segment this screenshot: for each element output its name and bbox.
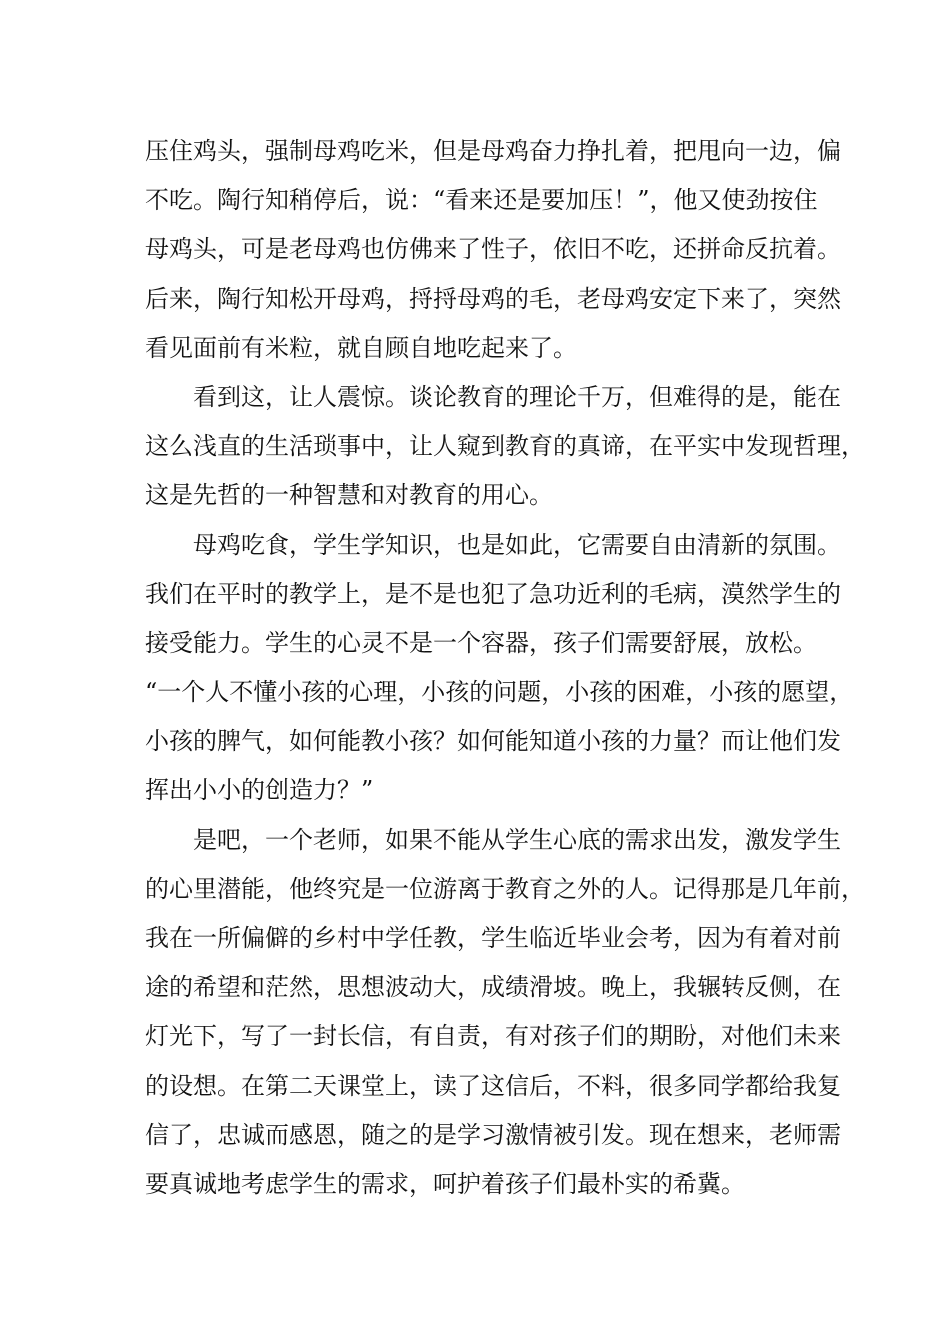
paragraph-4-line-4: 途的希望和茫然，思想波动大，成绩滑坡。晚上，我辗转反侧，在 xyxy=(145,973,841,1002)
paragraph-4-line-5: 灯光下，写了一封长信，有自责，有对孩子们的期盼，对他们未来 xyxy=(145,1022,841,1051)
paragraph-1-line-3: 母鸡头，可是老母鸡也仿佛来了性子，依旧不吃，还拼命反抗着。 xyxy=(145,235,841,264)
paragraph-4-line-2: 的心里潜能，他终究是一位游离于教育之外的人。记得那是几年前， xyxy=(145,874,865,903)
paragraph-2-line-1: 看到这，让人震惊。谈论教育的理论千万，但难得的是，能在 xyxy=(193,382,841,411)
paragraph-3-line-4: “一个人不懂小孩的心理，小孩的问题，小孩的困难，小孩的愿望， xyxy=(145,678,854,707)
paragraph-4-line-1: 是吧，一个老师，如果不能从学生心底的需求出发，激发学生 xyxy=(193,825,841,854)
paragraph-3-line-1: 母鸡吃食，学生学知识，也是如此，它需要自由清新的氛围。 xyxy=(193,530,841,559)
paragraph-1-line-1: 压住鸡头，强制母鸡吃米，但是母鸡奋力挣扎着，把甩向一边，偏 xyxy=(145,137,841,165)
paragraph-4-line-8: 要真诚地考虑学生的需求，呵护着孩子们最朴实的希冀。 xyxy=(145,1169,745,1198)
paragraph-2-line-2: 这么浅直的生活琐事中，让人窥到教育的真谛，在平实中发现哲理， xyxy=(145,432,865,461)
paragraph-1-line-5: 看见面前有米粒，就自顾自地吃起来了。 xyxy=(145,333,577,362)
paragraph-3-line-2: 我们在平时的教学上，是不是也犯了急功近利的毛病，漠然学生的 xyxy=(145,579,841,608)
paragraph-1-line-2: 不吃。陶行知稍停后，说：“看来还是要加压！”，他又使劲按住 xyxy=(145,186,818,215)
paragraph-4-line-6: 的设想。在第二天课堂上，读了这信后，不料，很多同学都给我复 xyxy=(145,1071,841,1100)
paragraph-4-line-3: 我在一所偏僻的乡村中学任教，学生临近毕业会考，因为有着对前 xyxy=(145,924,841,952)
paragraph-3-line-5: 小孩的脾气，如何能教小孩？如何能知道小孩的力量？而让他们发 xyxy=(145,727,841,756)
article-body xyxy=(145,127,865,1209)
paragraph-3-line-6: 挥出小小的创造力？” xyxy=(145,776,374,805)
paragraph-1-line-4: 后来，陶行知松开母鸡，捋捋母鸡的毛，老母鸡安定下来了，突然 xyxy=(145,284,841,313)
paragraph-2-line-3: 这是先哲的一种智慧和对教育的用心。 xyxy=(145,481,553,510)
paragraph-4-line-7: 信了，忠诚而感恩，随之的是学习激情被引发。现在想来，老师需 xyxy=(145,1120,841,1149)
paragraph-3-line-3: 接受能力。学生的心灵不是一个容器，孩子们需要舒展，放松。 xyxy=(145,628,817,657)
